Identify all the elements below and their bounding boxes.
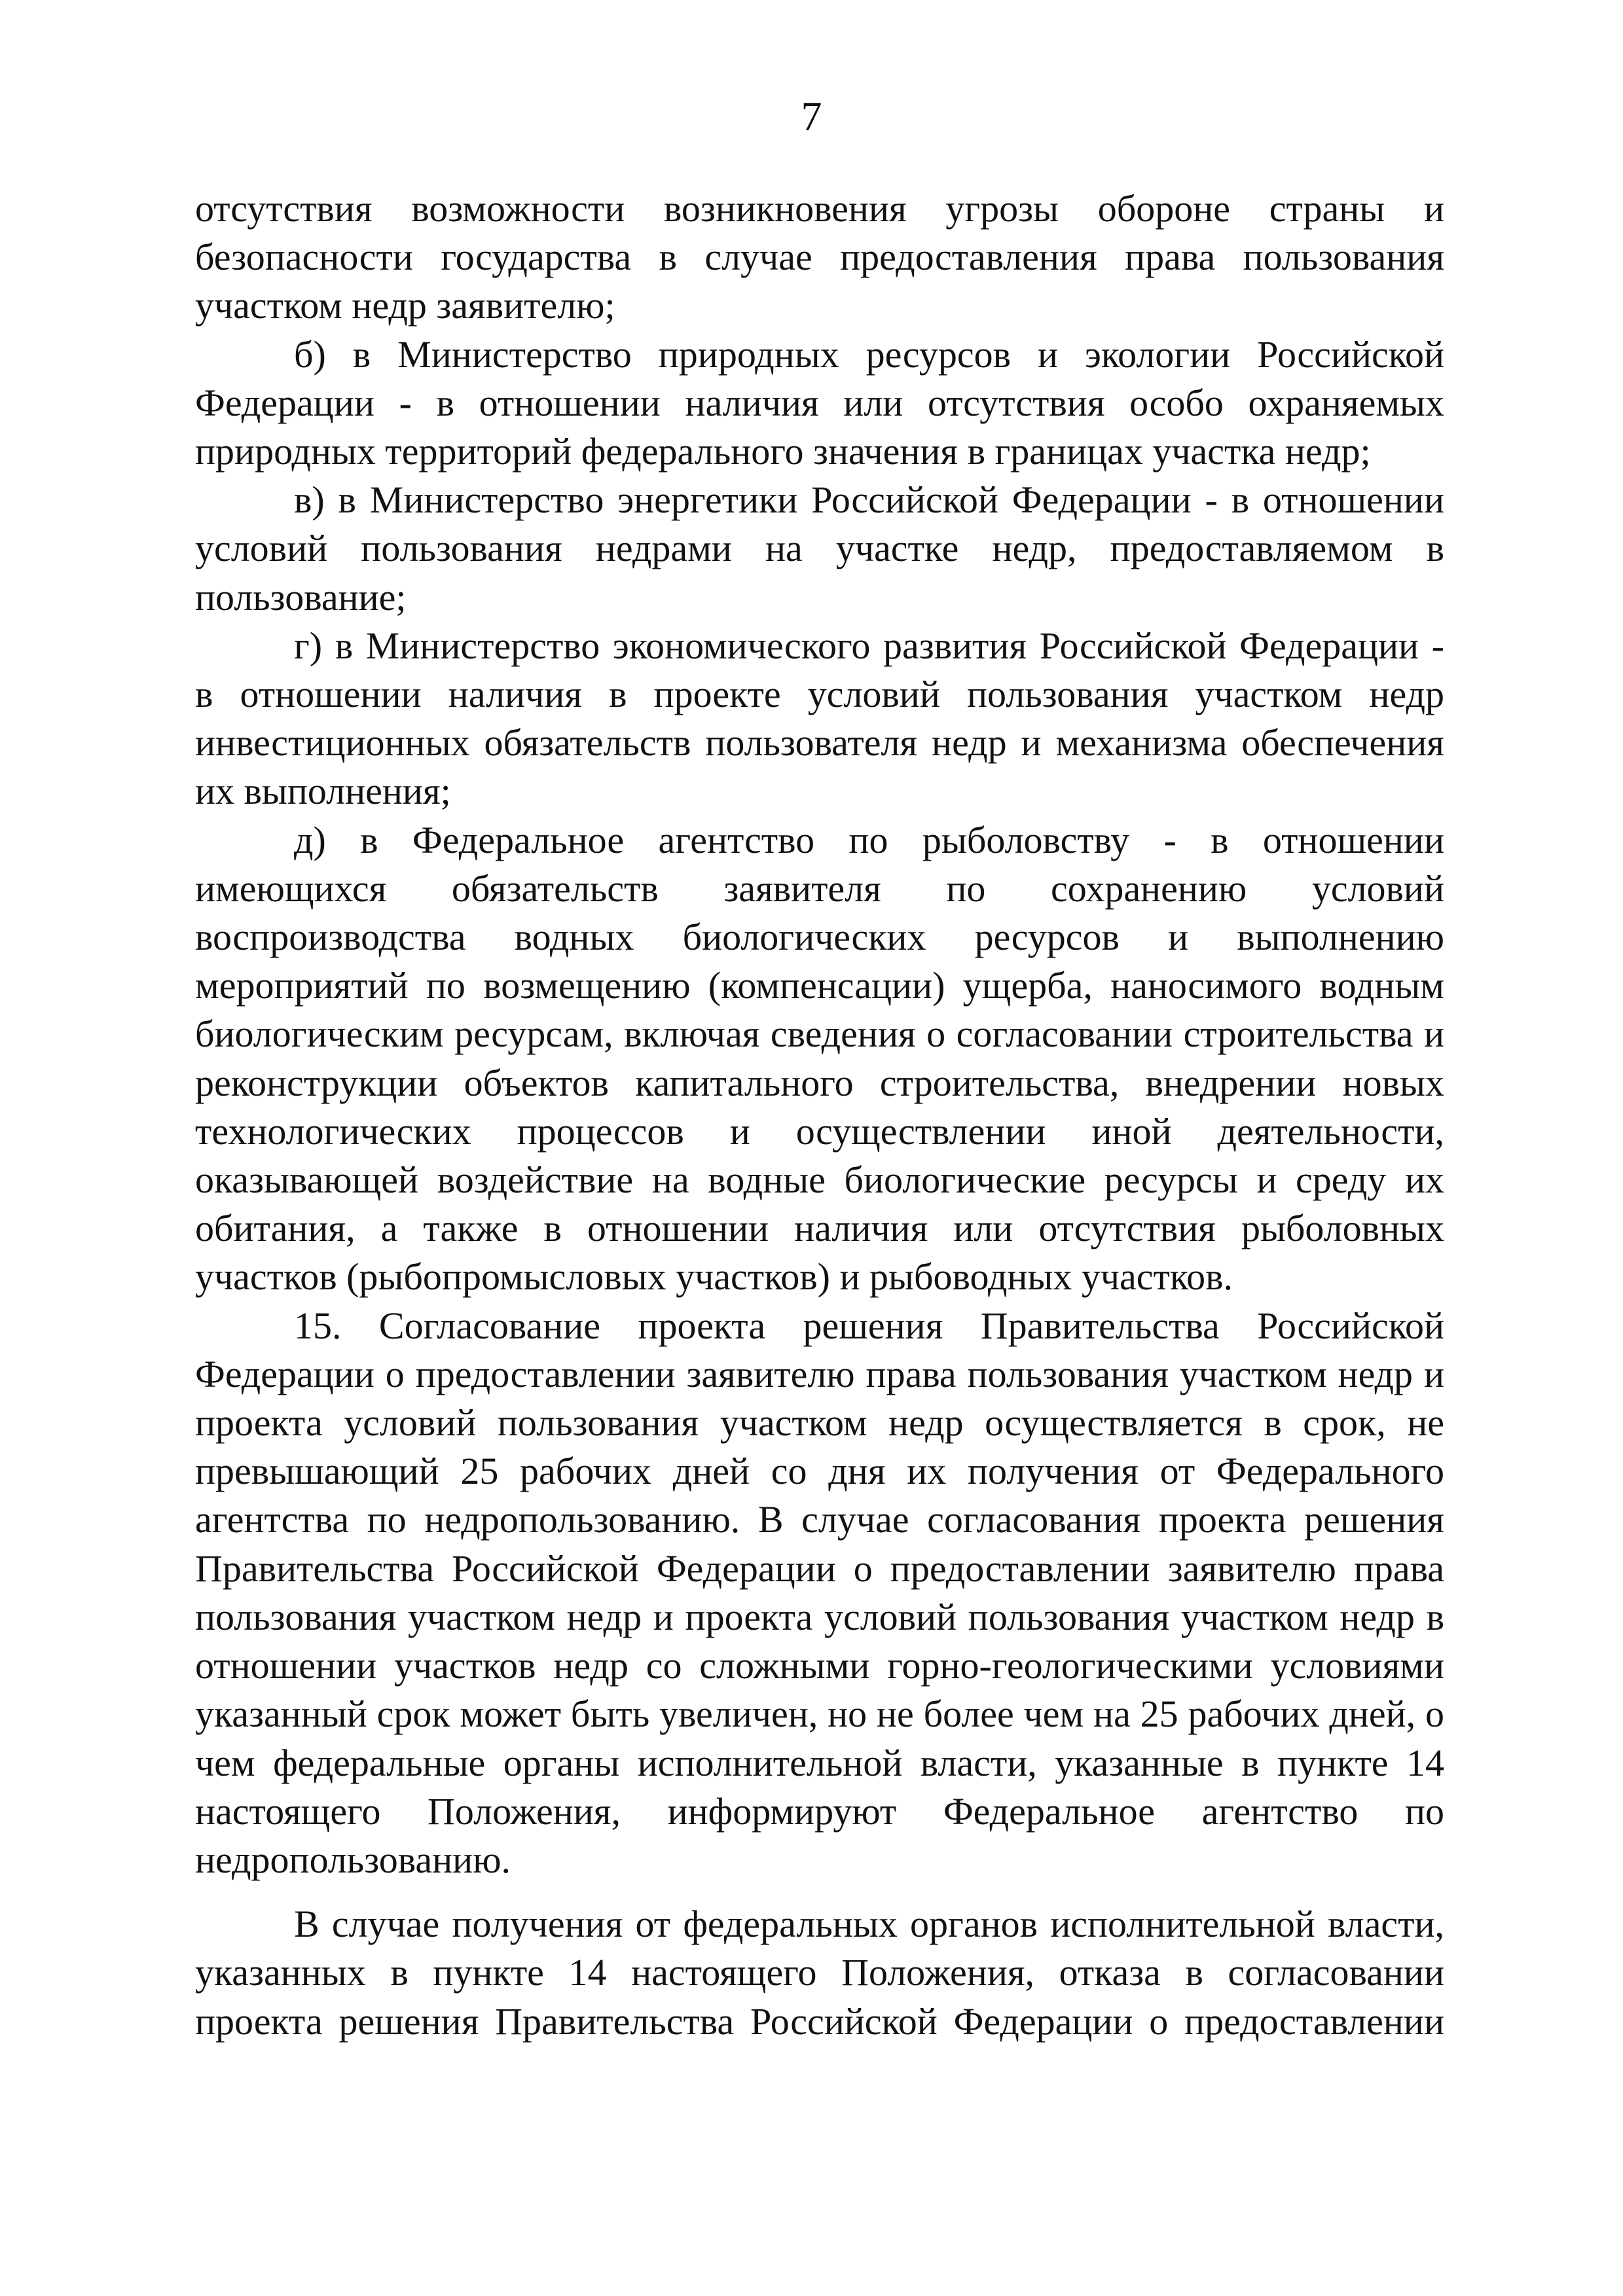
document-body (195, 185, 1444, 2046)
paragraph-continuation: отсутствия возможности возникновения угрозы обороне страны и безопасности государства в случае предоставления права пользования участком недр заявителю; (195, 187, 1444, 327)
paragraph-item-d: д) в Федеральное агентство по рыболовству - в отношении имеющихся обязательств заявителя по сохранению условий воспроизводства водных биологических ресурсов и выполнению мероприятий по возмещению (компенсации) ущерба, наносимого водным биологическим ресурсам, включая сведения о согласовании строительства и реконструкции объектов капитального строительства, внедрении новых технологических процессов и осуществлении иной деятельности, оказывающей воздействие на водные биологические ресурсы и среду их обитания, а также в отношении наличия или отсутствия рыболовных участков (рыбопромысловых участков) и рыбоводных участков. (195, 818, 1444, 1299)
paragraph-refusal-case: В случае получения от федеральных органов исполнительной власти, указанных в пункте 14 настоящего Положения, отказа в согласовании проекта решения Правительства Российской Федерации о предоставлении (195, 1903, 1444, 2043)
paragraph-clause-15: 15. Согласование проекта решения Правительства Российской Федерации о предоставлении заявителю права пользования участком недр и проекта условий пользования участком недр осуществляется в срок, не превышающий 25 рабочих дней со дня их получения от Федерального агентства по недропользованию. В случае согласования проекта решения Правительства Российской Федерации о предоставлении заявителю права пользования участком недр и проекта условий пользования участком недр в отношении участков недр со сложными горно-геологическими условиями указанный срок может быть увеличен, но не более чем на 25 рабочих дней, о чем федеральные органы исполнительной власти, указанные в пункте 14 настоящего Положения, информируют Федеральное агентство по недропользованию. (195, 1304, 1444, 1881)
paragraph-item-g: г) в Министерство экономического развития Российской Федерации - в отношении наличия в проекте условий пользования участком недр инвестиционных обязательств пользователя недр и механизма обеспечения их выполнения; (195, 624, 1444, 813)
page-number: 7 (801, 93, 822, 139)
paragraph-item-v: в) в Министерство энергетики Российской Федерации - в отношении условий пользования недрами на участке недр, предоставляемом в пользование; (195, 478, 1444, 619)
paragraph-item-b: б) в Министерство природных ресурсов и экологии Российской Федерации - в отношении наличия или отсутствия особо охраняемых природных территорий федерального значения в границах участка недр; (195, 332, 1444, 473)
